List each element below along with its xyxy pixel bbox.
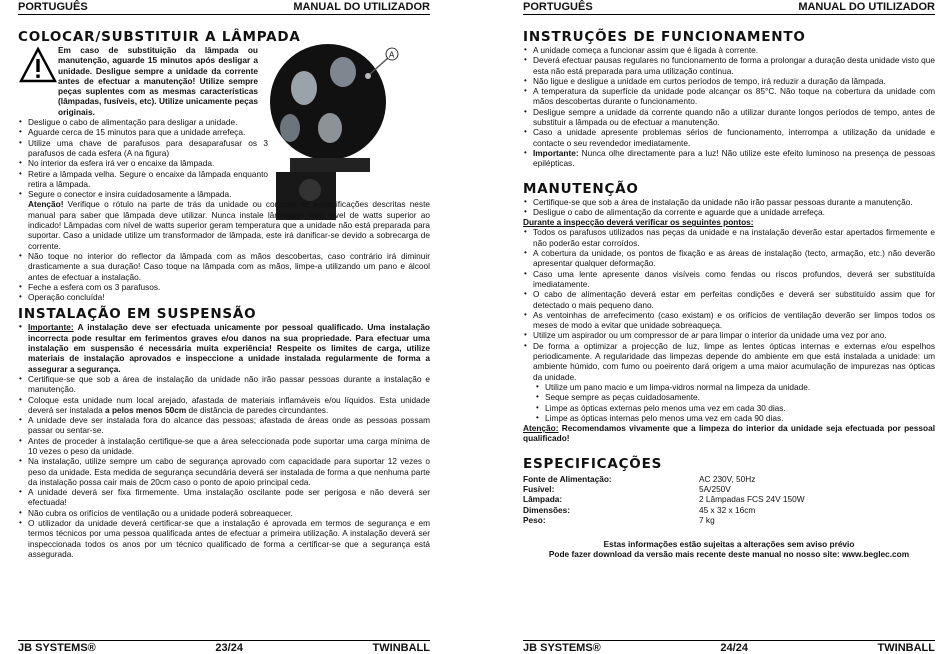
header-language: PORTUGUÊS	[18, 1, 88, 13]
left-page	[18, 0, 430, 654]
list-item: • As ventoinhas de arrefecimento (caso existam) e os orifícios de ventilação deverão ser limpos todos os meses de modo a evitar que unidade sobreaqueça.	[533, 310, 935, 331]
important-text: A instalação deve ser efectuada unicamente por pessoal qualificado. Uma instalação incorrecta pode resultar em ferimentos graves e/ou danos na sua propriedade. Para efectuar uma instalação em suspensão é necessária muita experiência! Respeite os limites de carga, utilize materiais de instalação aprovados e inspeccione a unidade instalada regularmente de forma a assegurar a segurança.	[28, 322, 430, 374]
list-item: • Utilize um pano macio e um limpa-vidros normal na limpeza da unidade.	[545, 382, 935, 392]
inspection-list	[523, 227, 935, 423]
figure-label-a: A	[389, 50, 395, 60]
lamp-steps-list-2	[18, 251, 430, 302]
list-item: • Todos os parafusos utilizados nas peças da unidade e na instalação deverão estar apertados firmemente e não poderão estar corroídos.	[533, 227, 935, 248]
download-note: Pode fazer download da versão mais recente deste manual no nosso site: www.beglec.com	[548, 549, 910, 560]
attention-text: Recomendamos vivamente que a limpeza do interior da unidade seja efectuada por pessoal qualificado!	[523, 423, 935, 444]
list-item: • Antes de proceder à instalação certifique-se que a área seleccionada pode suportar uma carga mínima de 10 vezes o peso da unidade.	[28, 436, 430, 457]
list-item: • Feche a esfera com os 3 parafusos.	[28, 282, 430, 292]
spec-key: Peso:	[523, 514, 546, 525]
specs-section-title: ESPECIFICAÇÕES	[523, 455, 663, 472]
footer-model: TWINBALL	[372, 642, 430, 654]
lamp-attention	[18, 199, 430, 250]
list-item: • Retire a lâmpada velha. Segure o encaixe da lâmpada enquanto retira a lâmpada.	[28, 169, 268, 190]
operation-section-title: INSTRUÇÕES DE FUNCIONAMENTO	[523, 29, 806, 45]
maintenance-attention	[523, 423, 935, 444]
footer-brand: JB SYSTEMS®	[523, 642, 601, 654]
list-item: • O cabo de alimentação deverá estar em perfeitas condições e deverá ser substituído assim que for detectado o mais pequeno dano.	[533, 289, 935, 310]
place-text-b: a pelos menos 50cm	[105, 404, 187, 415]
warning-icon	[18, 45, 58, 117]
list-item: • Caso a unidade apresente problemas sérios de funcionamento, interrompa a utilização da unidade e contacte o seu revendedor imediatamente.	[533, 127, 935, 148]
list-item: • Na instalação, utilize sempre um cabo de segurança aprovado com capacidade para suportar 12 vezes o peso da unidade. Esta medida de segurança secundária deverá ser instalada de forma a que nenhuma parte da instalação possa cair mais de 20cm caso o ponto de apoio principal ceda.	[28, 456, 430, 487]
attention-label: Atenção:	[523, 423, 559, 434]
spec-row	[523, 515, 935, 525]
header-title: MANUAL DO UTILIZADOR	[293, 1, 430, 13]
page-header	[18, 0, 430, 15]
specs-note: Estas informações estão sujeitas a alterações sem aviso prévio	[603, 539, 855, 550]
footer-model: TWINBALL	[877, 642, 935, 654]
spec-key: Fusível:	[523, 483, 555, 494]
list-item	[28, 395, 430, 416]
list-item: • Seque sempre as peças cuidadosamente.	[545, 392, 935, 402]
list-item: • Desligue sempre a unidade da corrente quando não a utilizar durante longos períodos de tempo, antes de substituir a lâmpada ou de efectuar a manutenção.	[533, 107, 935, 128]
page-header	[523, 0, 935, 15]
lamp-section-title: COLOCAR/SUBSTITUIR A LÂMPADA	[18, 29, 301, 45]
spec-value: 2 Lâmpadas FCS 24V 150W	[699, 494, 805, 505]
list-item: • A unidade começa a funcionar assim que é ligada à corrente.	[533, 45, 935, 55]
suspension-section-title: INSTALAÇÃO EM SUSPENSÃO	[18, 306, 257, 323]
specs-table	[523, 474, 935, 525]
list-item: • De forma a optimizar a projecção de luz, limpe as lentes ópticas internas e externas e/ou espelhos periodicamente. A regularidade das limpezas depende do ambiente em que está instalada a unidade: um ambiente húmido, com fumo ou poeirento dará origem a uma maior acumulação de impurezas nas ópticas da unidade.	[533, 341, 935, 382]
page-footer	[523, 640, 935, 654]
footer-page-number: 24/24	[720, 642, 748, 654]
footer-page-number: 23/24	[215, 642, 243, 654]
page-footer	[18, 640, 430, 654]
list-item: • Segure o conector e insira cuidadosamente a lâmpada.	[28, 189, 268, 199]
spec-value: AC 230V, 50Hz	[699, 473, 756, 484]
spec-row	[523, 474, 935, 484]
important-text: Nunca olhe directamente para a luz! Não utilize este efeito luminoso na presença de pessoas epilépticas.	[533, 147, 935, 169]
header-title: MANUAL DO UTILIZADOR	[798, 1, 935, 13]
right-page	[523, 0, 935, 654]
list-item: • Limpe as ópticas externas pelo menos uma vez em cada 30 dias.	[545, 403, 935, 413]
list-item: • Limpe as ópticas internas pelo menos uma vez em cada 90 dias.	[545, 413, 935, 423]
header-language: PORTUGUÊS	[523, 1, 593, 13]
list-item: • No interior da esfera irá ver o encaixe da lâmpada.	[28, 158, 268, 168]
list-item: • Não toque no interior do reflector da lâmpada com as mãos descobertas, caso contrário irá diminuir drasticamente a sua duração! Caso toque na lâmpada com as mãos, limpe-a utilizando um pano e álcool antes de efectuar a instalação.	[28, 251, 430, 282]
list-item: • Aguarde cerca de 15 minutos para que a unidade arrefeça.	[28, 127, 268, 137]
suspension-list	[18, 322, 430, 559]
list-item	[533, 148, 935, 169]
spec-key: Fonte de Alimentação:	[523, 473, 612, 484]
spec-row	[523, 505, 935, 515]
list-item: • Desligue o cabo de alimentação para desligar a unidade.	[28, 117, 268, 127]
footer-brand: JB SYSTEMS®	[18, 642, 96, 654]
list-item: • A unidade deverá ser fixa firmemente. Uma instalação oscilante pode ser perigosa e não deverá ser efectuada!	[28, 487, 430, 508]
inspection-heading: Durante a inspecção deverá verificar os seguintes pontos:	[523, 217, 754, 228]
spec-key: Dimensões:	[523, 504, 571, 515]
maintenance-list	[523, 197, 935, 218]
list-item: • Caso uma lente apresente danos visíveis como fendas ou riscos profundos, deverá ser substituída imediatamente.	[533, 269, 935, 290]
spec-row	[523, 484, 935, 494]
list-item: • A cobertura da unidade, os pontos de fixação e as áreas de instalação (tecto, armação, etc.) não deverão apresentar qualquer deformação.	[533, 248, 935, 269]
lamp-warning-text: Em caso de substituição da lâmpada ou manutenção, aguarde 15 minutos após desligar a unidade. Desligue sempre a unidade da corrente antes de efectuar a manutenção! Utilize sempre peças suplentes com as mesmas características (lâmpadas, fusíveis, etc). Utilize unicamente peças originais.	[58, 45, 258, 117]
list-item: • Utilize um aspirador ou um compressor de ar para limpar o interior da unidade uma vez por ano.	[533, 330, 935, 340]
spec-value: 7 kg	[699, 514, 715, 525]
important-label: Importante:	[28, 322, 74, 333]
place-text-a: Coloque esta unidade num local arejado, afastada de materiais inflamáveis e/ou líquidos. Esta unidade deverá ser instalada	[28, 394, 430, 415]
place-text-c: de distância de paredes circundantes.	[186, 404, 329, 415]
list-item: • A temperatura da superfície da unidade pode alcançar os 85°C. Não toque na cobertura da unidade com mãos descobertas durante o funcionamento.	[533, 86, 935, 107]
spec-value: 5A/250V	[699, 483, 731, 494]
spec-key: Lâmpada:	[523, 494, 563, 505]
list-item: • Desligue o cabo de alimentação da corrente e aguarde que a unidade arrefeça.	[533, 207, 935, 217]
lamp-steps-list	[18, 117, 268, 199]
important-label: Importante:	[533, 147, 579, 158]
list-item: • Certifique-se que sob a área de instalação da unidade não irão passar pessoas durante a instalação e manutenção.	[28, 374, 430, 395]
spec-value: 45 x 32 x 16cm	[699, 504, 756, 515]
attention-text: Verifique o rótulo na parte de trás da unidade ou consulte as especificações descritas neste manual para saber que lâmpada deve utilizar. Nunca instale lâmpadas com nível de watts superior ao indicado! Lâmpadas com nível de watts superior geram temperatura que a unidade não está preparada para suportar. Caso a unidade utilize um transformador de lâmpada, este irá danificar-se devido a sobrecarga de corrente.	[28, 199, 430, 251]
spec-row	[523, 494, 935, 504]
maintenance-section-title: MANUTENÇÃO	[523, 180, 639, 197]
operation-list	[523, 45, 935, 169]
list-item: • Certifique-se que sob a área de instalação da unidade não irão passar pessoas durante a manutenção.	[533, 197, 935, 207]
list-item: • O utilizador da unidade deverá certificar-se que a instalação é aprovada em termos de segurança e em termos técnicos por uma pessoa qualificada antes de efectuar a primeira utilização. A instalação deverá ser inspeccionada todos os anos por um técnico qualificado de forma a certificar-se que a segurança está assegurada.	[28, 518, 430, 559]
attention-label: Atenção!	[28, 199, 64, 210]
list-item: • Deverá efectuar pausas regulares no funcionamento de forma a prolongar a duração desta unidade visto que esta não está preparada para uma utilização contínua.	[533, 55, 935, 76]
list-item: • Não ligue e desligue a unidade em curtos períodos de tempo, irá reduzir a duração da lâmpada.	[533, 76, 935, 86]
list-item	[28, 322, 430, 373]
list-item: • Utilize uma chave de parafusos para desaparafusar os 3 parafusos de cada esfera (A na figura)	[28, 138, 268, 159]
list-item: • A unidade deve ser instalada fora do alcance das pessoas; afastada de áreas onde as pessoas possam passar ou sentar-se.	[28, 415, 430, 436]
list-item: • Operação concluída!	[28, 292, 430, 302]
list-item: • Não cubra os orifícios de ventilação ou a unidade poderá sobreaquecer.	[28, 508, 430, 518]
